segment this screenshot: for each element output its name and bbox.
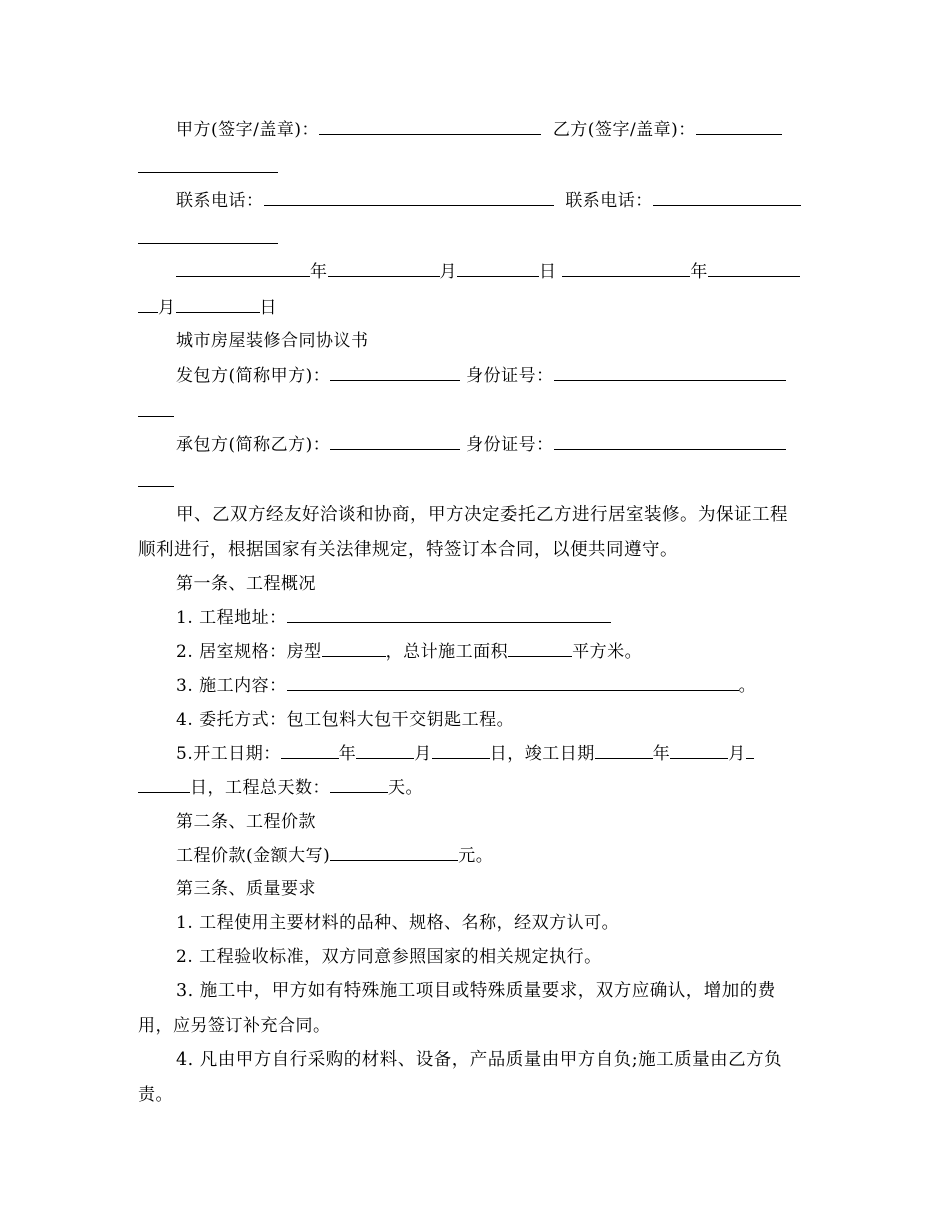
article1-item4: 4. 委托方式：包工包料大包干交钥匙工程。: [176, 710, 515, 730]
article1-item3: [176, 674, 756, 698]
phone-a-blank: [264, 189, 554, 206]
start-year-blank: [281, 742, 339, 759]
total-days-blank: [330, 776, 388, 793]
room-type-label: 2. 居室规格：房型: [176, 642, 322, 662]
article2-title: 第二条、工程价款: [176, 812, 316, 832]
article3-item4-line2: 责。: [138, 1085, 173, 1105]
end-year-label: 年: [652, 744, 671, 764]
id-a-blank: [554, 364, 786, 381]
date-a-day-blank: [457, 260, 539, 277]
article3-item2: 2. 工程验收标准，双方同意参照国家的相关规定执行。: [176, 947, 602, 967]
room-type-blank: [322, 640, 386, 657]
employer-blank: [330, 364, 460, 381]
start-month-blank: [356, 742, 414, 759]
intro-line-2: 顺利进行，根据国家有关法律规定，特签订本合同，以便共同遵守。: [138, 540, 678, 560]
date-a-year-blank: [176, 260, 310, 277]
phone-line: [176, 189, 801, 213]
article3-item1: 1. 工程使用主要材料的品种、规格、名称，经双方认可。: [176, 913, 620, 933]
party-b-sign-blank-cont: [138, 156, 278, 173]
area-blank: [508, 640, 572, 657]
date-b-month-blank-2: [138, 296, 158, 313]
article3-title: 第三条、质量要求: [176, 879, 316, 899]
id-a-blank-cont: [138, 400, 174, 417]
party-b-sign-label: 乙方(签字/盖章)：: [552, 120, 696, 140]
content-blank: [287, 674, 739, 691]
content-label: 3. 施工内容：: [176, 676, 287, 696]
end-date-label: ，竣工日期: [507, 744, 595, 764]
party-b-sign-blank: [696, 118, 782, 135]
id-b-blank: [554, 433, 786, 450]
phone-line-cont: [138, 227, 278, 251]
id-b-blank-cont: [138, 470, 174, 487]
end-month-blank: [670, 742, 728, 759]
date-b-year-blank: [562, 260, 690, 277]
start-month-label: 月: [414, 744, 432, 764]
contractor-line-cont: [138, 470, 174, 494]
date-a-month-label: 月: [439, 262, 457, 282]
intro-line-1: 甲、乙双方经友好洽谈和协商，甲方决定委托乙方进行居室装修。为保证工程: [176, 505, 788, 525]
article1-item5: [176, 742, 754, 766]
phone-b-label: 联系电话：: [565, 191, 653, 211]
date-line: [176, 260, 800, 284]
date-line-cont: [138, 296, 277, 320]
signature-line-1: [176, 118, 782, 142]
employer-label: 发包方(简称甲方)：: [176, 366, 331, 386]
price-label: 工程价款(金额大写): [176, 846, 331, 866]
contractor-label: 承包方(简称乙方)：: [176, 435, 331, 455]
address-label: 1. 工程地址：: [176, 608, 287, 628]
area-label: ，总计施工面积: [385, 642, 509, 662]
content-end: 。: [738, 676, 757, 696]
article3-item4-line1: 4. 凡由甲方自行采购的材料、设备，产品质量由甲方自负;施工质量由乙方负: [176, 1050, 783, 1070]
contractor-blank: [330, 433, 460, 450]
article1-item2: [176, 640, 642, 664]
date-b-year-label: 年: [690, 262, 708, 282]
article2-price: [176, 844, 493, 868]
id-a-label: 身份证号：: [466, 366, 554, 386]
total-days-unit: 天。: [388, 778, 423, 798]
contract-title: 城市房屋装修合同协议书: [176, 331, 369, 351]
price-blank: [330, 844, 458, 861]
area-unit: 平方米。: [572, 642, 643, 662]
phone-a-label: 联系电话：: [176, 191, 264, 211]
employer-line-cont: [138, 400, 174, 424]
date-b-day-label: 日: [259, 298, 277, 318]
address-blank: [287, 606, 611, 623]
article1-item5-cont: [138, 776, 423, 800]
article1-item1: [176, 606, 611, 630]
start-date-label: 5.开工日期：: [176, 744, 281, 764]
start-day-label: 日: [489, 744, 508, 764]
price-unit: 元。: [458, 846, 494, 866]
start-day-blank: [432, 742, 490, 759]
end-day-blank-1: [746, 742, 754, 759]
contractor-line: [176, 433, 786, 457]
article3-item3-line2: 用，应另签订补充合同。: [138, 1016, 331, 1036]
phone-b-blank: [653, 189, 801, 206]
total-days-label: ，工程总天数：: [207, 778, 330, 798]
id-b-label: 身份证号：: [466, 435, 554, 455]
date-a-month-blank: [328, 260, 440, 277]
signature-line-1-cont: [138, 156, 278, 180]
date-a-day-label: 日: [539, 262, 557, 282]
end-day-blank-2: [138, 776, 190, 793]
end-month-label: 月: [728, 744, 746, 764]
article3-item3-line1: 3. 施工中，甲方如有特殊施工项目或特殊质量要求，双方应确认，增加的费: [176, 981, 776, 1001]
date-b-month-blank-1: [708, 260, 800, 277]
end-year-blank: [595, 742, 653, 759]
phone-b-blank-cont: [138, 227, 278, 244]
end-day-label: 日: [190, 778, 208, 798]
date-b-day-blank: [176, 296, 260, 313]
date-b-month-label: 月: [158, 298, 176, 318]
date-a-year-label: 年: [310, 262, 328, 282]
party-a-sign-label: 甲方(签字/盖章)：: [176, 120, 319, 140]
article1-title: 第一条、工程概况: [176, 574, 316, 594]
party-a-sign-blank: [319, 118, 541, 135]
employer-line: [176, 364, 786, 388]
start-year-label: 年: [338, 744, 357, 764]
